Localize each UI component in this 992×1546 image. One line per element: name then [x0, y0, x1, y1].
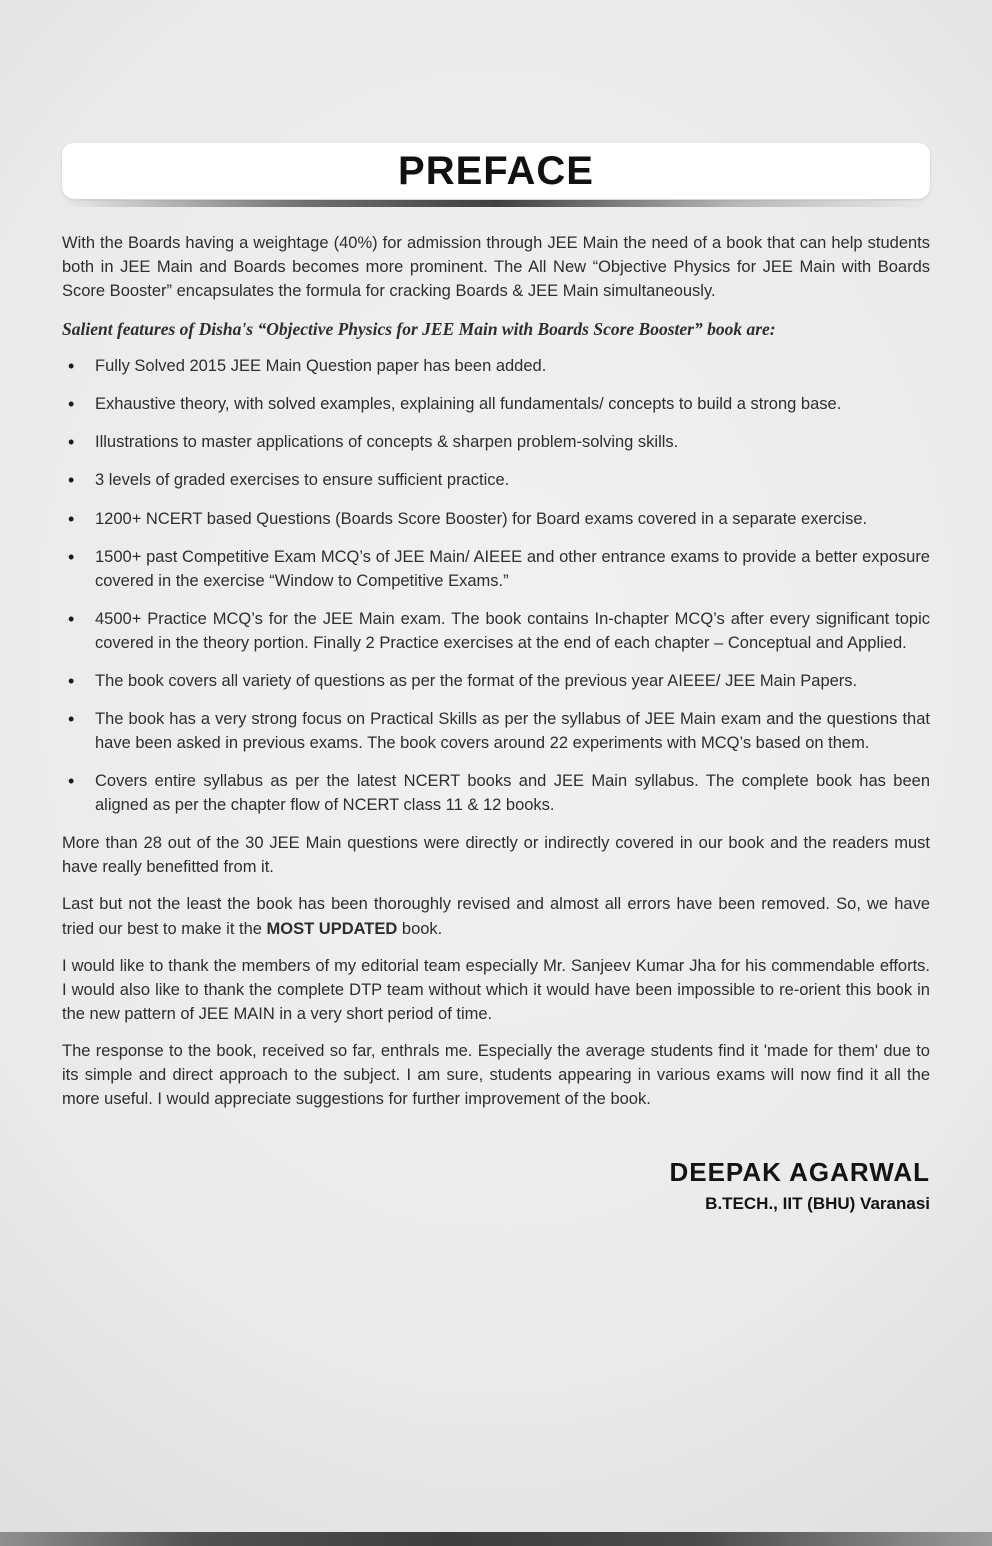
coverage-paragraph: More than 28 out of the 30 JEE Main questions were directly or indirectly covered in our book and the readers must have really benefitted from it. — [62, 834, 930, 877]
feature-item: • Exhaustive theory, with solved examples, explaining all fundamentals/ concepts to build a strong base. — [62, 392, 930, 416]
salient-features-heading: Salient features of Disha's “Objective Physics for JEE Main with Boards Score Booster” book are: — [62, 319, 776, 340]
intro-paragraph: With the Boards having a weightage (40%) for admission through JEE Main the need of a book that can help students both in JEE Main and Boards becomes more prominent. The All New “Objective Physics for JEE Main with Boards Score Booster” encapsulates the formula for cracking Boards & JEE Main simultaneously. — [62, 234, 930, 301]
preface-page — [0, 143, 992, 1546]
feature-item: • 3 levels of graded exercises to ensure sufficient practice. — [62, 468, 930, 492]
title-banner — [62, 143, 930, 199]
updated-paragraph-suffix: book. — [397, 919, 443, 938]
feature-item: • Covers entire syllabus as per the latest NCERT books and JEE Main syllabus. The complete book has been aligned as per the chapter flow of NCERT class 11 & 12 books. — [62, 769, 930, 817]
most-updated-emphasis: MOST UPDATED — [266, 919, 398, 938]
author-credentials: B.TECH., IIT (BHU) Varanasi — [705, 1194, 930, 1214]
thanks-paragraph: I would like to thank the members of my editorial team especially Mr. Sanjeev Kumar Jha for his commendable efforts. I would also like to thank the complete DTP team without which it would have been impossible to re-orient this book in the new pattern of JEE MAIN in a very short period of time. — [62, 956, 930, 1023]
feature-item: • Illustrations to master applications of concepts & sharpen problem-solving skills. — [62, 430, 930, 454]
updated-paragraph — [62, 892, 930, 940]
updated-paragraph-prefix: Last but not the least the book has been thoroughly revised and almost all errors have been removed. So, we have tried our best to make it the — [62, 895, 930, 938]
author-name: DEEPAK AGARWAL — [669, 1157, 930, 1188]
feature-item: • The book covers all variety of questions as per the format of the previous year AIEEE/ JEE Main Papers. — [62, 669, 930, 693]
content-area — [62, 231, 930, 1214]
feature-item: • Fully Solved 2015 JEE Main Question paper has been added. — [62, 354, 930, 378]
feature-item: • 4500+ Practice MCQ’s for the JEE Main exam. The book contains In-chapter MCQ’s after every significant topic covered in the theory portion. Finally 2 Practice exercises at the end of each chapter – Conceptual and Applied. — [62, 607, 930, 655]
feature-item: • 1500+ past Competitive Exam MCQ’s of JEE Main/ AIEEE and other entrance exams to provide a better exposure covered in the exercise “Window to Competitive Exams.” — [62, 545, 930, 593]
page-bottom-strip — [0, 1532, 992, 1546]
features-list — [62, 354, 930, 817]
feature-item: • 1200+ NCERT based Questions (Boards Score Booster) for Board exams covered in a separate exercise. — [62, 507, 930, 531]
page-title: PREFACE — [398, 148, 594, 193]
response-paragraph: The response to the book, received so far, enthrals me. Especially the average students find it 'made for them' due to its simple and direct approach to the subject. I am sure, students appearing in various exams will now find it all the more useful. I would appreciate suggestions for further improvement of the book. — [62, 1041, 930, 1109]
title-underline-gradient — [62, 200, 930, 207]
feature-item: • The book has a very strong focus on Practical Skills as per the syllabus of JEE Main exam and the questions that have been asked in previous exams. The book covers around 22 experiments with MCQ’s based on them. — [62, 707, 930, 755]
signature-block — [62, 1157, 930, 1214]
